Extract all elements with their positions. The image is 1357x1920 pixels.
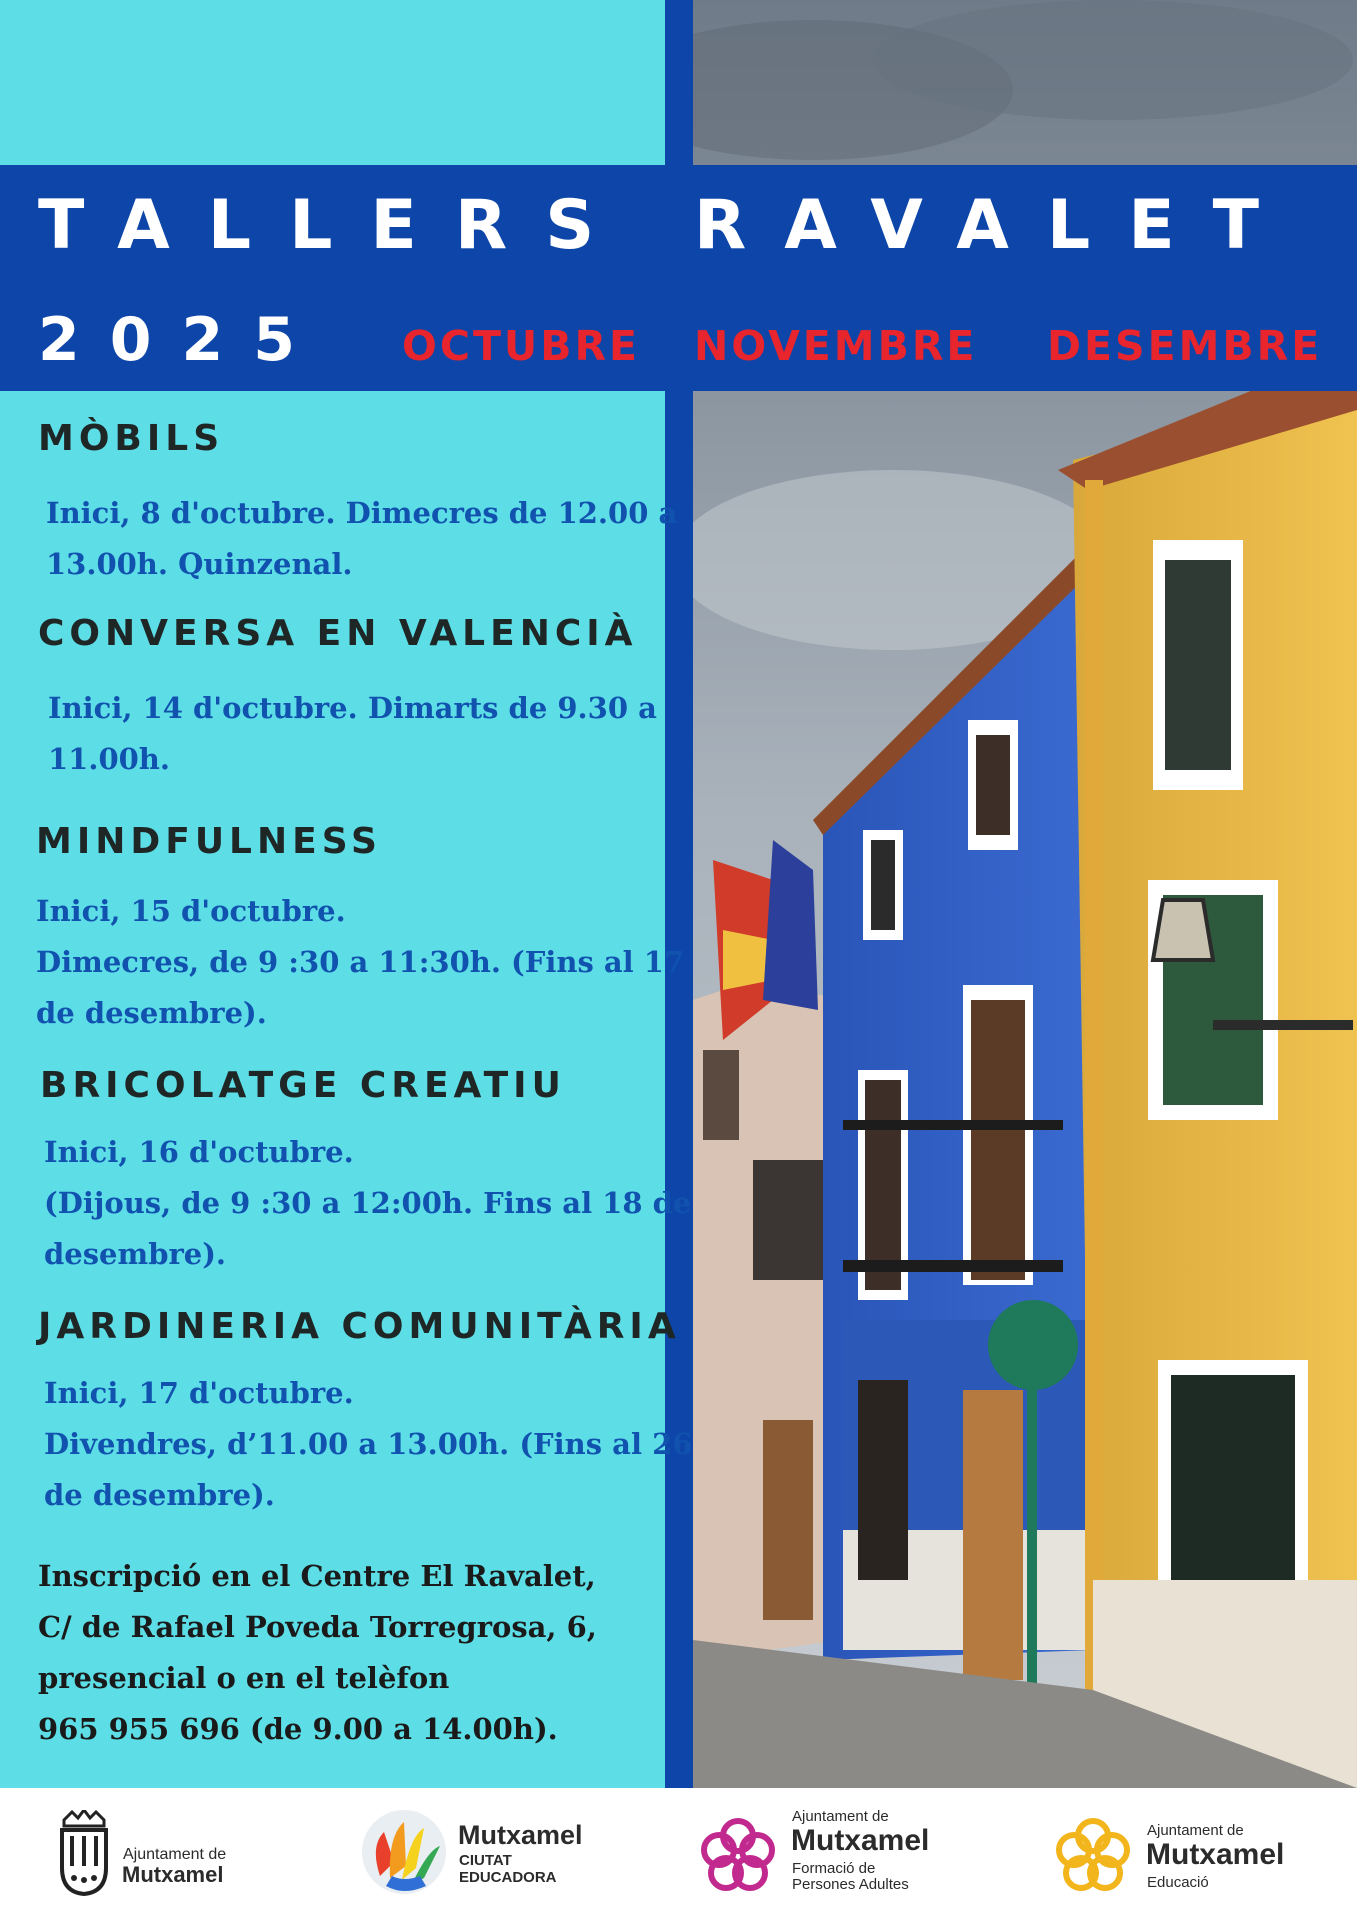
logo-sub-text: EDUCADORA [459, 1869, 557, 1886]
workshop-line: Dimecres, de 9 :30 a 11:30h. (Fins al 17 [36, 945, 685, 979]
workshop-line: Inici, 14 d'octubre. Dimarts de 9.30 a [48, 691, 657, 725]
page-title: TALLERS RAVALET [38, 186, 1298, 265]
workshop-title-jardineria: JARDINERIA COMUNITÀRIA [38, 1306, 681, 1347]
logo-small-text: Ajuntament de [123, 1846, 227, 1863]
workshop-line: Inici, 16 d'octubre. [44, 1135, 354, 1169]
workshop-details-bricolatge [44, 1127, 691, 1280]
month-october: OCTUBRE [402, 322, 641, 370]
workshop-line: 11.00h. [48, 742, 170, 776]
logo-name: Mutxamel [1146, 1838, 1285, 1871]
logo-sub-text: Formació de [792, 1860, 876, 1877]
workshop-title-conversa: CONVERSA EN VALENCIÀ [38, 613, 638, 654]
inscription-line: Inscripció en el Centre El Ravalet, [38, 1559, 596, 1593]
logo-ajuntament [58, 1806, 258, 1906]
workshop-line: Inici, 8 d'octubre. Dimecres de 12.00 a [46, 496, 678, 530]
logo-small-text: Ajuntament de [1147, 1822, 1244, 1839]
inscription-line: C/ de Rafael Poveda Torregrosa, 6, [38, 1610, 597, 1644]
workshop-line: de desembre). [44, 1478, 275, 1512]
workshop-title-bricolatge: BRICOLATGE CREATIU [40, 1065, 566, 1106]
logo-ciutat-educadora [360, 1806, 600, 1906]
month-december: DESEMBRE [1047, 322, 1323, 370]
footer-logos [0, 1788, 1357, 1920]
workshop-line: desembre). [44, 1237, 227, 1271]
logo-educacio [1055, 1806, 1315, 1906]
year-label: 2025 [38, 305, 325, 375]
crest-icon [58, 1810, 110, 1896]
logo-formacio-adultes [700, 1806, 960, 1906]
logo-name: Mutxamel [791, 1824, 930, 1857]
logo-name: Mutxamel [122, 1862, 224, 1887]
logo-sub-text: Persones Adultes [792, 1876, 909, 1893]
flower-icon [1055, 1818, 1131, 1894]
inscription-line: presencial o en el telèfon [38, 1661, 450, 1695]
workshop-title-mobils: MÒBILS [38, 418, 225, 459]
logo-sub-text: Educació [1147, 1874, 1209, 1891]
workshop-line: de desembre). [36, 996, 267, 1030]
logo-name: Mutxamel [458, 1820, 583, 1850]
workshop-line: Inici, 17 d'octubre. [44, 1376, 354, 1410]
workshop-title-mindfulness: MINDFULNESS [36, 821, 382, 862]
inscription-line: 965 955 696 (de 9.00 a 14.00h). [38, 1712, 558, 1746]
logo-small-text: Ajuntament de [792, 1808, 889, 1825]
workshop-details-mindfulness [36, 886, 684, 1039]
workshop-details-jardineria [44, 1368, 692, 1521]
workshop-line: Divendres, d’11.00 a 13.00h. (Fins al 26 [44, 1427, 693, 1461]
workshop-details-mobils [46, 488, 677, 590]
inscription-info [38, 1551, 597, 1755]
workshop-details-conversa [48, 683, 657, 785]
workshop-line: (Dijous, de 9 :30 a 12:00h. Fins al 18 de [44, 1186, 692, 1220]
workshop-line: 13.00h. Quinzenal. [46, 547, 353, 581]
month-november: NOVEMBRE [694, 322, 978, 370]
logo-sub-text: CIUTAT [459, 1852, 512, 1869]
hands-icon [360, 1806, 450, 1900]
workshop-line: Inici, 15 d'octubre. [36, 894, 346, 928]
flower-icon [700, 1818, 776, 1894]
